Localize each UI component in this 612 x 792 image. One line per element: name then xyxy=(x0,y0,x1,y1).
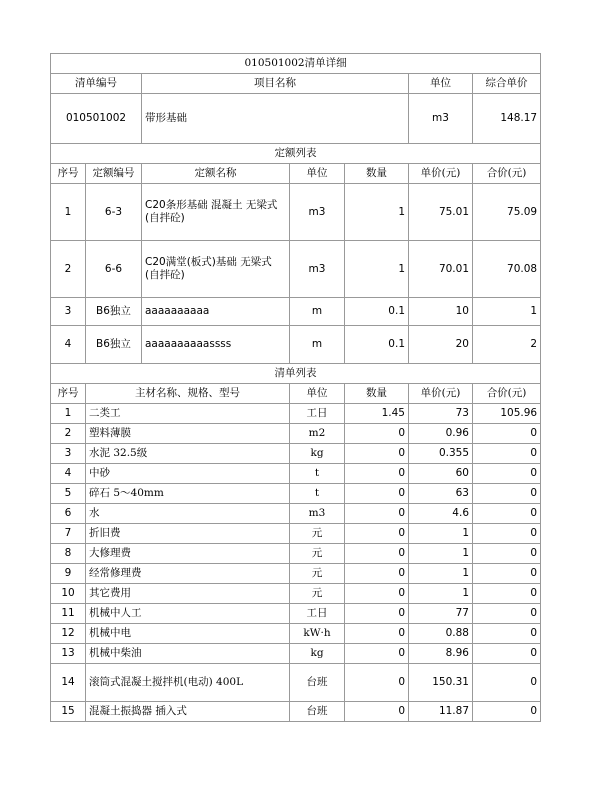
quota-no: 3 xyxy=(51,298,86,326)
quota-header-qty: 数量 xyxy=(345,164,409,184)
quota-unit: m3 xyxy=(290,184,345,241)
list-total: 0 xyxy=(473,664,541,702)
list-no: 9 xyxy=(51,564,86,584)
list-price: 63 xyxy=(409,484,473,504)
list-name: 滚筒式混凝土搅拌机(电动) 400L xyxy=(86,664,290,702)
list-qty: 0 xyxy=(345,644,409,664)
quota-row xyxy=(51,241,541,298)
list-qty: 0 xyxy=(345,524,409,544)
list-header-unit: 单位 xyxy=(290,384,345,404)
list-row xyxy=(51,624,541,644)
list-no: 5 xyxy=(51,484,86,504)
title-row xyxy=(51,54,541,74)
quota-code: 6-6 xyxy=(86,241,142,298)
quota-total: 75.09 xyxy=(473,184,541,241)
list-total: 0 xyxy=(473,464,541,484)
list-unit: 元 xyxy=(290,544,345,564)
list-unit: kW·h xyxy=(290,624,345,644)
list-no: 7 xyxy=(51,524,86,544)
quota-qty: 1 xyxy=(345,241,409,298)
list-total: 0 xyxy=(473,702,541,722)
list-no: 4 xyxy=(51,464,86,484)
list-header-price: 单价(元) xyxy=(409,384,473,404)
list-unit: m3 xyxy=(290,504,345,524)
quota-header-no: 序号 xyxy=(51,164,86,184)
quota-header-name: 定额名称 xyxy=(142,164,290,184)
list-price: 0.355 xyxy=(409,444,473,464)
list-price: 1 xyxy=(409,564,473,584)
list-qty: 0 xyxy=(345,702,409,722)
list-name: 混凝土振捣器 插入式 xyxy=(86,702,290,722)
detail-table-body xyxy=(51,54,541,722)
list-unit: m2 xyxy=(290,424,345,444)
list-unit: kg xyxy=(290,444,345,464)
list-price: 1 xyxy=(409,524,473,544)
list-no: 8 xyxy=(51,544,86,564)
list-price: 60 xyxy=(409,464,473,484)
quota-total: 1 xyxy=(473,298,541,326)
list-row xyxy=(51,424,541,444)
quota-unit: m3 xyxy=(290,241,345,298)
list-qty: 0 xyxy=(345,564,409,584)
list-name: 中砂 xyxy=(86,464,290,484)
quota-row xyxy=(51,184,541,241)
list-row xyxy=(51,664,541,702)
quota-qty: 1 xyxy=(345,184,409,241)
quota-price: 70.01 xyxy=(409,241,473,298)
list-no: 1 xyxy=(51,404,86,424)
list-name: 大修理费 xyxy=(86,544,290,564)
list-name: 经常修理费 xyxy=(86,564,290,584)
list-unit: 台班 xyxy=(290,664,345,702)
list-qty: 0 xyxy=(345,604,409,624)
list-row xyxy=(51,644,541,664)
quota-total: 70.08 xyxy=(473,241,541,298)
quota-header-code: 定额编号 xyxy=(86,164,142,184)
list-qty: 0 xyxy=(345,464,409,484)
list-no: 10 xyxy=(51,584,86,604)
list-row xyxy=(51,544,541,564)
quota-code: B6独立 xyxy=(86,298,142,326)
quota-qty: 0.1 xyxy=(345,298,409,326)
list-row xyxy=(51,524,541,544)
list-qty: 1.45 xyxy=(345,404,409,424)
list-unit: t xyxy=(290,484,345,504)
quota-no: 4 xyxy=(51,326,86,364)
list-unit: 工日 xyxy=(290,404,345,424)
list-header-total: 合价(元) xyxy=(473,384,541,404)
list-name: 折旧费 xyxy=(86,524,290,544)
list-row xyxy=(51,564,541,584)
list-name: 二类工 xyxy=(86,404,290,424)
list-no: 3 xyxy=(51,444,86,464)
list-unit: 元 xyxy=(290,584,345,604)
quota-row xyxy=(51,298,541,326)
list-name: 机械中电 xyxy=(86,624,290,644)
list-price: 1 xyxy=(409,584,473,604)
list-qty: 0 xyxy=(345,544,409,564)
list-total: 0 xyxy=(473,584,541,604)
quota-unit: m xyxy=(290,298,345,326)
item-header-row xyxy=(51,74,541,94)
list-price: 150.31 xyxy=(409,664,473,702)
list-total: 0 xyxy=(473,484,541,504)
header-code: 清单编号 xyxy=(51,74,142,94)
quota-name: aaaaaaaaaassss xyxy=(142,326,290,364)
list-row xyxy=(51,444,541,464)
list-no: 2 xyxy=(51,424,86,444)
list-total: 105.96 xyxy=(473,404,541,424)
item-name: 带形基础 xyxy=(142,94,409,144)
list-no: 6 xyxy=(51,504,86,524)
list-qty: 0 xyxy=(345,444,409,464)
list-row xyxy=(51,584,541,604)
quota-name: aaaaaaaaaa xyxy=(142,298,290,326)
quota-name: C20条形基础 混凝土 无梁式(自拌砼) xyxy=(142,184,290,241)
item-price: 148.17 xyxy=(473,94,541,144)
list-qty: 0 xyxy=(345,424,409,444)
list-header-name: 主材名称、规格、型号 xyxy=(86,384,290,404)
list-name: 水 xyxy=(86,504,290,524)
list-total: 0 xyxy=(473,564,541,584)
list-price: 73 xyxy=(409,404,473,424)
quota-name: C20满堂(板式)基础 无梁式(自拌砼) xyxy=(142,241,290,298)
list-qty: 0 xyxy=(345,504,409,524)
list-row xyxy=(51,404,541,424)
item-unit: m3 xyxy=(409,94,473,144)
quota-price: 75.01 xyxy=(409,184,473,241)
quota-header-unit: 单位 xyxy=(290,164,345,184)
quota-title: 定额列表 xyxy=(51,144,541,164)
list-total: 0 xyxy=(473,544,541,564)
list-name: 水泥 32.5级 xyxy=(86,444,290,464)
list-no: 11 xyxy=(51,604,86,624)
item-row xyxy=(51,94,541,144)
detail-table xyxy=(50,53,541,722)
list-price: 4.6 xyxy=(409,504,473,524)
list-unit: kg xyxy=(290,644,345,664)
list-title-row xyxy=(51,364,541,384)
list-total: 0 xyxy=(473,444,541,464)
list-name: 塑料薄膜 xyxy=(86,424,290,444)
header-unit: 单位 xyxy=(409,74,473,94)
list-price: 77 xyxy=(409,604,473,624)
quota-title-row xyxy=(51,144,541,164)
list-row xyxy=(51,484,541,504)
quota-qty: 0.1 xyxy=(345,326,409,364)
list-unit: 元 xyxy=(290,524,345,544)
list-total: 0 xyxy=(473,504,541,524)
header-name: 项目名称 xyxy=(142,74,409,94)
list-total: 0 xyxy=(473,604,541,624)
list-qty: 0 xyxy=(345,484,409,504)
list-title: 清单列表 xyxy=(51,364,541,384)
list-no: 12 xyxy=(51,624,86,644)
quota-total: 2 xyxy=(473,326,541,364)
header-price: 综合单价 xyxy=(473,74,541,94)
list-row xyxy=(51,702,541,722)
list-name: 其它费用 xyxy=(86,584,290,604)
quota-row xyxy=(51,326,541,364)
list-row xyxy=(51,504,541,524)
quota-no: 2 xyxy=(51,241,86,298)
list-name: 机械中人工 xyxy=(86,604,290,624)
list-unit: 台班 xyxy=(290,702,345,722)
list-row xyxy=(51,604,541,624)
quota-header-row xyxy=(51,164,541,184)
quota-price: 10 xyxy=(409,298,473,326)
list-total: 0 xyxy=(473,524,541,544)
list-header-qty: 数量 xyxy=(345,384,409,404)
list-header-row xyxy=(51,384,541,404)
item-code: 010501002 xyxy=(51,94,142,144)
quota-code: B6独立 xyxy=(86,326,142,364)
list-no: 14 xyxy=(51,664,86,702)
list-name: 机械中柴油 xyxy=(86,644,290,664)
list-price: 8.96 xyxy=(409,644,473,664)
list-unit: 工日 xyxy=(290,604,345,624)
list-no: 15 xyxy=(51,702,86,722)
list-qty: 0 xyxy=(345,624,409,644)
list-price: 0.88 xyxy=(409,624,473,644)
list-price: 1 xyxy=(409,544,473,564)
list-unit: 元 xyxy=(290,564,345,584)
list-row xyxy=(51,464,541,484)
list-name: 碎石 5～40mm xyxy=(86,484,290,504)
table-title: 010501002清单详细 xyxy=(51,54,541,74)
quota-no: 1 xyxy=(51,184,86,241)
list-total: 0 xyxy=(473,624,541,644)
quota-price: 20 xyxy=(409,326,473,364)
list-qty: 0 xyxy=(345,584,409,604)
list-unit: t xyxy=(290,464,345,484)
list-qty: 0 xyxy=(345,664,409,702)
list-total: 0 xyxy=(473,424,541,444)
list-header-no: 序号 xyxy=(51,384,86,404)
list-price: 11.87 xyxy=(409,702,473,722)
list-no: 13 xyxy=(51,644,86,664)
quota-header-total: 合价(元) xyxy=(473,164,541,184)
list-price: 0.96 xyxy=(409,424,473,444)
quota-unit: m xyxy=(290,326,345,364)
quota-code: 6-3 xyxy=(86,184,142,241)
quota-header-price: 单价(元) xyxy=(409,164,473,184)
list-total: 0 xyxy=(473,644,541,664)
